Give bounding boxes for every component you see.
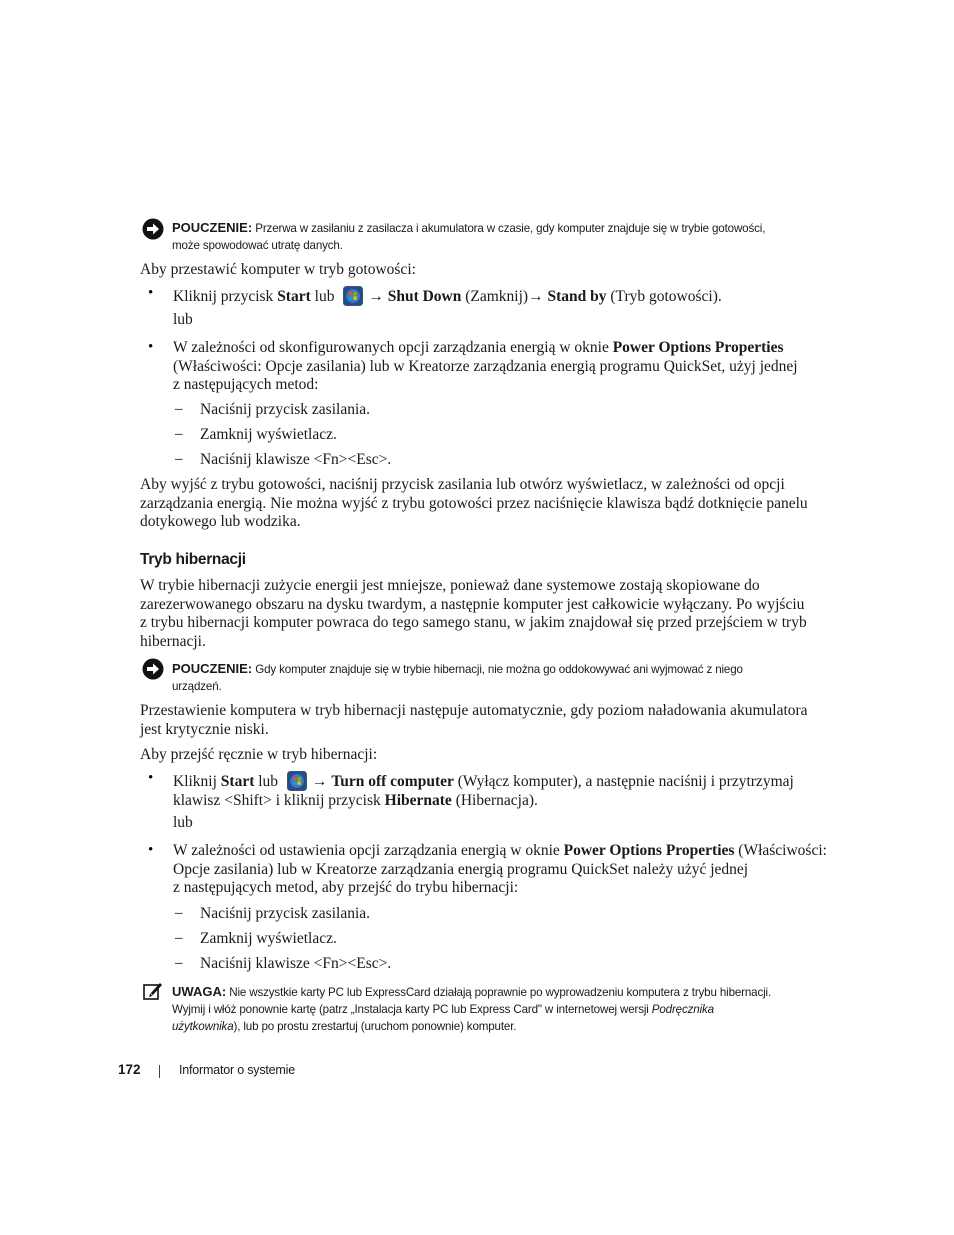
windows-start-icon xyxy=(284,771,310,791)
notice-text: Przerwa w zasilaniu z zasilacza i akumulatora w czasie, gdy komputer znajduje się w trybie gotowości, xyxy=(255,222,766,235)
text-run: z trybu hibernacji komputer powraca do tego samego stanu, w jakim znajdował się przed przejściem w tryb xyxy=(140,614,807,632)
text-run: Opcje zasilania) lub w Kreatorze zarządzania energią programu QuickSet należy użyć jednej xyxy=(173,860,749,878)
text-run: Aby wyjść z trybu gotowości, naciśnij przycisk zasilania lub otwórz wyświetlacz, w zależności od opcji xyxy=(140,476,785,493)
text-run: z następujących metod, aby przejść do trybu hibernacji: xyxy=(173,879,519,897)
footer-title: Informator o systemie xyxy=(179,1063,295,1077)
note-label: UWAGA: xyxy=(172,984,227,999)
pencil-note-icon xyxy=(143,981,163,1001)
hibernate-bullet-start xyxy=(173,771,833,810)
dash-marker: – xyxy=(175,451,183,467)
standby-exit-paragraph xyxy=(140,476,820,532)
text-run: Przestawienie komputera w tryb hibernacji następuje automatycznie, gdy poziom naładowania akumulatora xyxy=(140,702,808,719)
windows-start-icon xyxy=(340,286,366,306)
footer-separator xyxy=(159,1065,160,1078)
notice-text: Gdy komputer znajduje się w trybie hibernacji, nie można go oddokowywać ani wyjmować z niego xyxy=(255,663,743,676)
text-run: użytkownika xyxy=(172,1020,234,1033)
text-run: Wyjmij i włóż ponownie kartę (patrz „Instalacja karty PC lub Express Card" w internetowej wersji xyxy=(172,1003,652,1016)
bullet-marker: • xyxy=(148,842,154,858)
hibernate-heading: Tryb hibernacji xyxy=(140,551,246,568)
start-label: Start xyxy=(220,773,255,790)
notice-text-cont: urządzeń. xyxy=(172,680,222,693)
text-run: dotykowego lub wodzika. xyxy=(140,513,301,531)
method-item: Naciśnij klawisze <Fn><Esc>. xyxy=(200,955,392,972)
bullet-marker: • xyxy=(148,339,154,355)
text-run: W zależności od skonfigurowanych opcji zarządzania energią w oknie xyxy=(173,339,613,356)
text-run: (Wyłącz komputer), a następnie naciśnij i przytrzymaj xyxy=(453,773,794,790)
method-item: Zamknij wyświetlacz. xyxy=(200,426,337,443)
text-run: klawisz <Shift> i kliknij przycisk xyxy=(173,791,385,809)
method-item: Naciśnij przycisk zasilania. xyxy=(200,401,371,418)
arrow: → xyxy=(311,773,332,790)
hibernate-label: Hibernate xyxy=(384,791,452,809)
method-item: Zamknij wyświetlacz. xyxy=(200,930,337,947)
notice-icon xyxy=(142,658,164,680)
note xyxy=(172,983,822,1035)
method-item: Naciśnij przycisk zasilania. xyxy=(200,905,371,922)
dash-marker: – xyxy=(175,426,183,442)
method-item: Naciśnij klawisze <Fn><Esc>. xyxy=(200,451,392,468)
standby-label: Stand by xyxy=(547,288,607,305)
text-run: (Właściwości: xyxy=(734,842,827,859)
text-run: Podręcznika xyxy=(651,1003,714,1016)
text-run: z następujących metod: xyxy=(173,376,319,394)
dash-marker: – xyxy=(175,930,183,946)
text-run: Kliknij przycisk xyxy=(173,288,278,305)
standby-bullet-options xyxy=(173,339,813,395)
notice-1 xyxy=(172,219,812,254)
bullet-marker: • xyxy=(148,770,154,786)
text-run: lub xyxy=(254,773,282,790)
standby-bullet-start xyxy=(173,286,722,307)
text-run: hibernacji. xyxy=(140,632,206,650)
notice-label: POUCZENIE: xyxy=(172,661,253,676)
dash-marker: – xyxy=(175,401,183,417)
text-run: lub xyxy=(310,288,339,305)
arrow: → xyxy=(368,288,388,305)
text-run: (Tryb gotowości). xyxy=(606,288,722,305)
auto-hibernate-paragraph xyxy=(140,702,830,739)
page-number: 172 xyxy=(118,1062,141,1077)
or-text: lub xyxy=(173,814,193,831)
turn-off-label: Turn off computer xyxy=(331,773,454,790)
text-run: Nie wszystkie karty PC lub ExpressCard działają poprawnie po wyprowadzeniu komputera z trybu hibernacji. xyxy=(229,986,772,999)
hibernate-bullet-options xyxy=(173,842,833,898)
manual-intro: Aby przejść ręcznie w tryb hibernacji: xyxy=(140,746,378,763)
text-run: zarezerwowanego obszaru na dysku twardym, a następnie komputer jest całkowicie wyłączany. Po wyjściu xyxy=(140,595,805,613)
text-run: zarządzania energią. Nie można wyjść z trybu gotowości przez naciśnięcie klawisza bądź dotknięcie panelu xyxy=(140,494,808,512)
notice-2 xyxy=(172,660,812,695)
text-run: W trybie hibernacji zużycie energii jest mniejsze, ponieważ dane systemowe zostają skopiowane do xyxy=(140,577,760,594)
text-run: Kliknij xyxy=(173,773,221,790)
power-options-label: Power Options Properties xyxy=(612,339,784,356)
or-text: lub xyxy=(173,311,193,328)
text-run: W zależności od ustawienia opcji zarządzania energią w oknie xyxy=(173,842,564,859)
text-run: ), lub po prostu zrestartuj (uruchom ponownie) komputer. xyxy=(233,1020,517,1033)
notice-text-cont: może spowodować utratę danych. xyxy=(172,239,343,252)
notice-icon xyxy=(142,218,164,240)
bullet-marker: • xyxy=(148,285,154,301)
shutdown-label: Shut Down xyxy=(387,288,462,305)
dash-marker: – xyxy=(175,905,183,921)
text-run: (Zamknij)→ xyxy=(461,288,548,305)
hibernate-paragraph xyxy=(140,577,820,651)
text-run: jest krytycznie niski. xyxy=(140,720,269,738)
dash-marker: – xyxy=(175,955,183,971)
text-run: (Właściwości: Opcje zasilania) lub w Kreatorze zarządzania energią programu QuickSet, użyj jednej xyxy=(173,357,798,375)
start-label: Start xyxy=(277,288,311,305)
notice-label: POUCZENIE: xyxy=(172,220,253,235)
standby-intro: Aby przestawić komputer w tryb gotowości: xyxy=(140,261,416,278)
text-run: (Hibernacja). xyxy=(451,791,538,809)
power-options-label: Power Options Properties xyxy=(563,842,735,859)
